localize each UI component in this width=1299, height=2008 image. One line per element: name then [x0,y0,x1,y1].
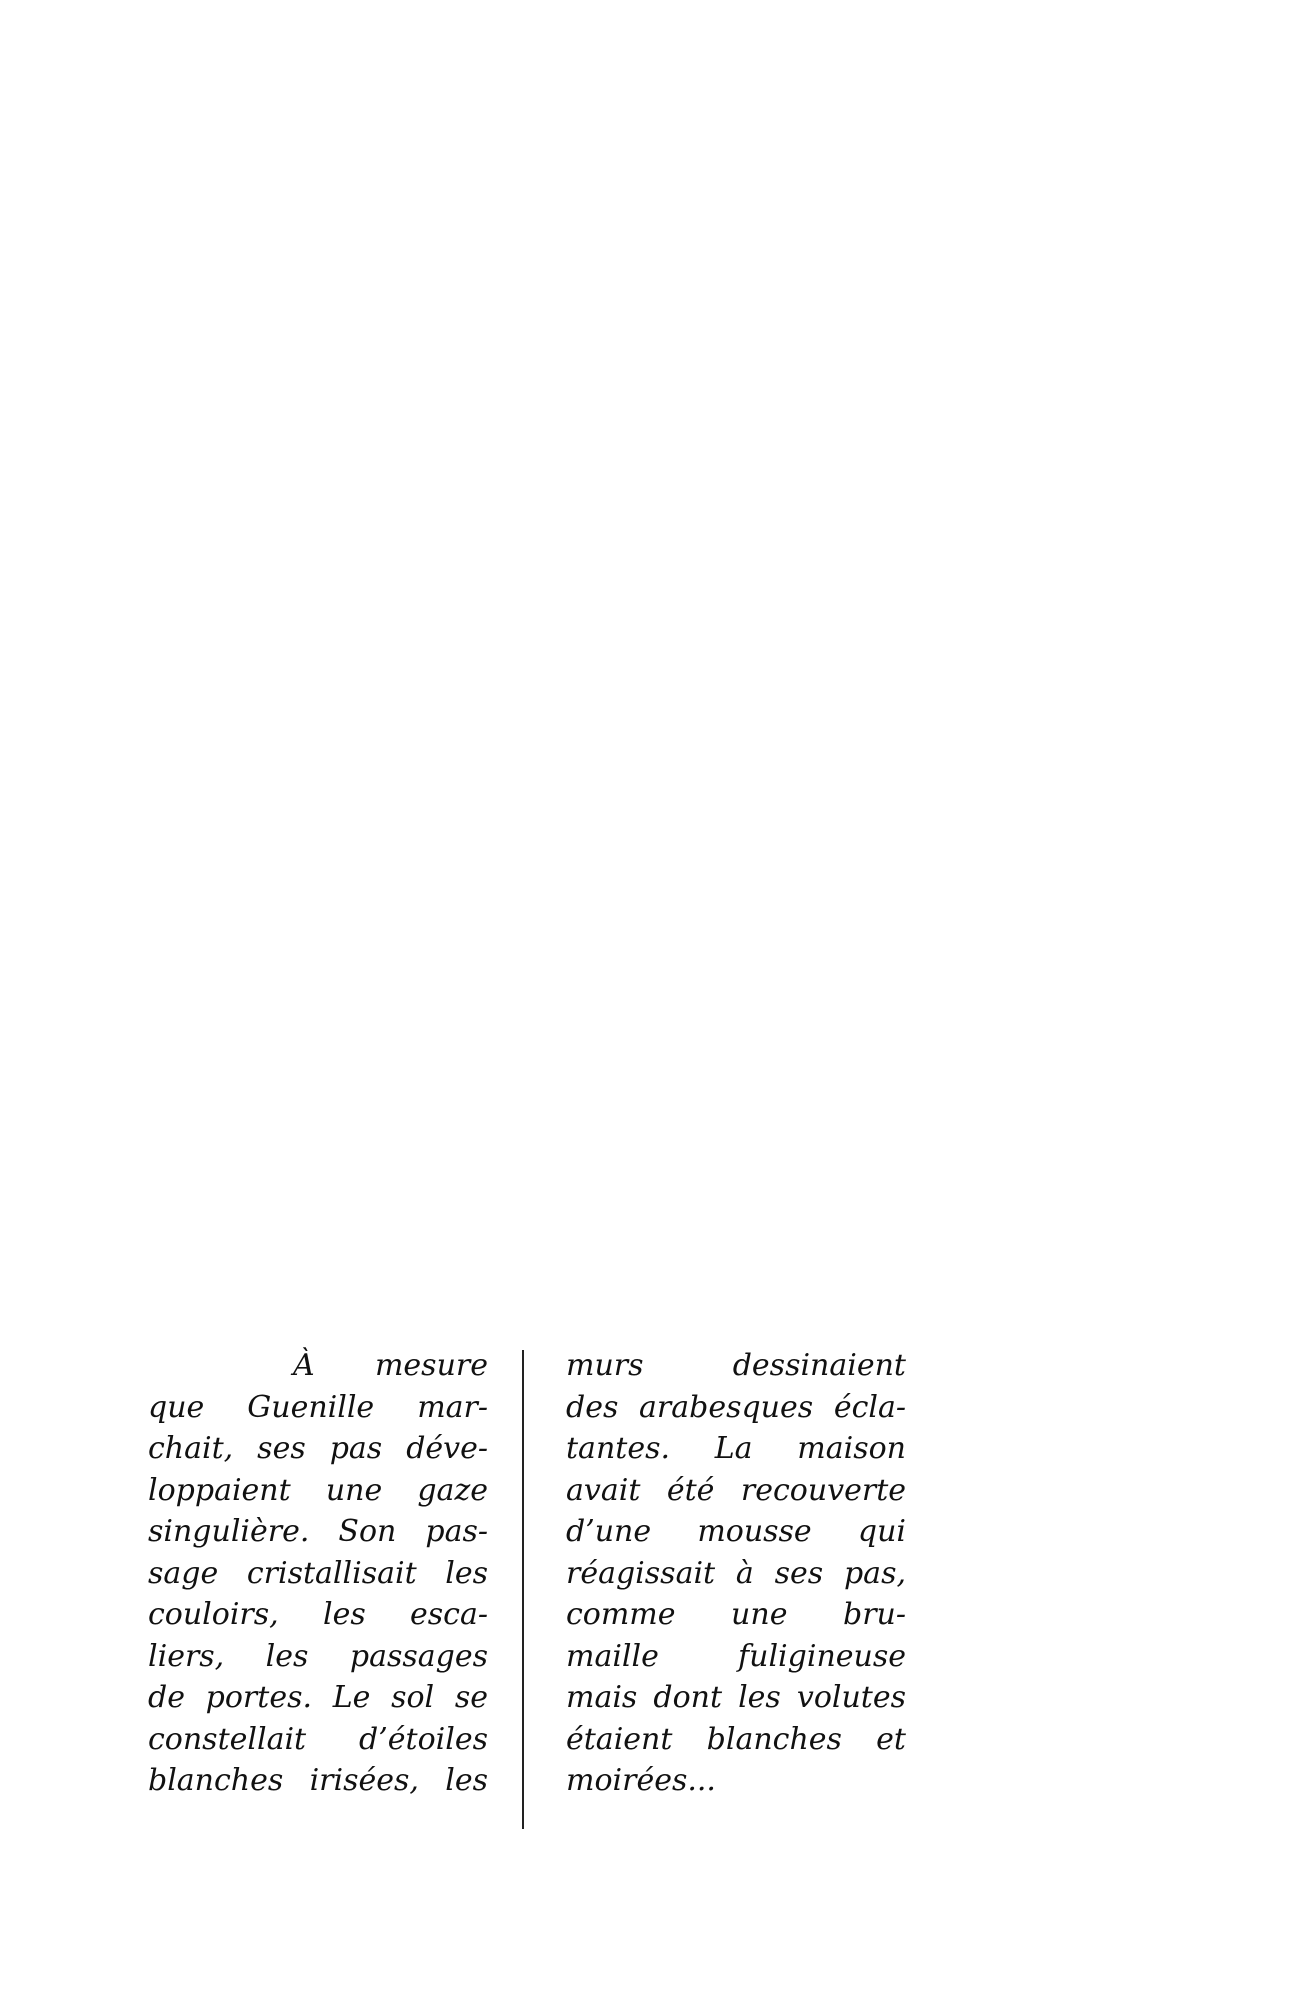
text-line: avait été recouverte [566,1472,906,1508]
text-line: loppaient une gaze [148,1472,488,1508]
text-line: de portes. Le sol se [148,1680,488,1715]
text-line: constellait d’étoiles [148,1721,488,1757]
text-line: singulière. Son pas- [148,1514,488,1549]
text-line: couloirs, les esca- [148,1597,488,1632]
text-line: moirées... [566,1763,716,1798]
text-line: blanches irisées, les [148,1763,488,1798]
text-line: réagissait à ses pas, [566,1555,906,1591]
text-line: mais dont les volutes [566,1680,906,1715]
text-line: liers, les passages [148,1638,488,1674]
text-line: sage cristallisait les [148,1555,488,1591]
text-line: maille fuligineuse [566,1638,906,1674]
left-text-column [148,1345,488,1802]
text-line: étaient blanches et [566,1721,906,1757]
text-line: tantes. La maison [566,1431,906,1466]
column-divider [522,1350,524,1829]
text-line: des arabesques écla- [566,1389,906,1425]
text-line: d’une mousse qui [566,1514,906,1549]
text-line: À mesure [293,1348,488,1383]
text-line: chait, ses pas déve- [148,1431,488,1466]
right-text-column [566,1345,906,1802]
text-line: comme une bru- [566,1597,906,1632]
text-line: que Guenille mar- [148,1389,488,1425]
text-line: murs dessinaient [566,1348,906,1383]
